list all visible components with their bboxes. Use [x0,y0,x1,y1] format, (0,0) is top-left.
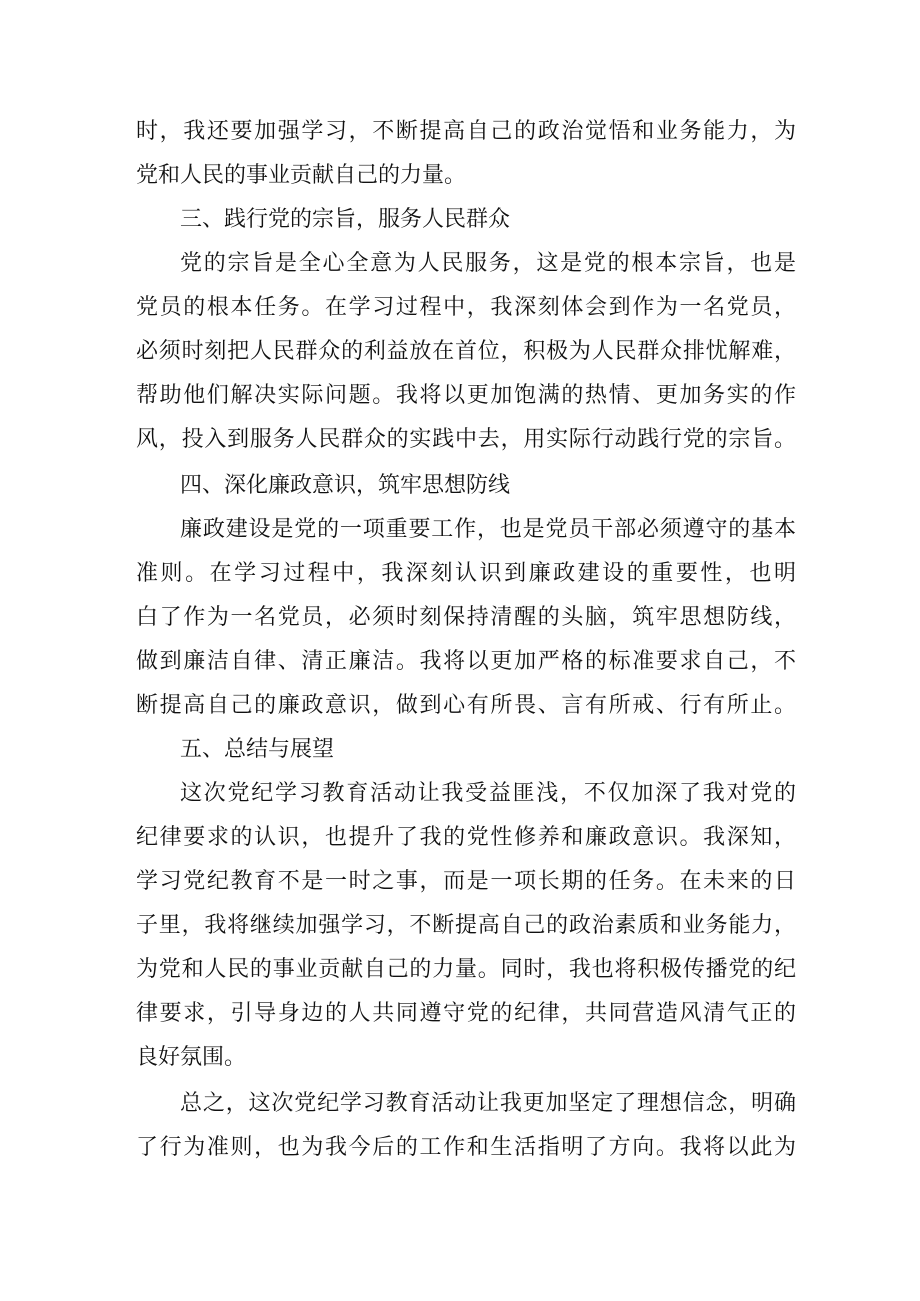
body-line: 党员的根本任务。在学习过程中，我深刻体会到作为一名党员， [136,295,796,320]
body-line: 子里，我将继续加强学习，不断提高自己的政治素质和业务能力， [136,913,796,938]
body-line: 帮助他们解决实际问题。我将以更加饱满的热情、更加务实的作 [136,383,796,408]
body-line: 廉政建设是党的一项重要工作，也是党员干部必须遵守的基本 [180,517,796,542]
section-heading-4: 四、深化廉政意识，筑牢思想防线 [180,473,511,498]
body-line: 为党和人民的事业贡献自己的力量。同时，我也将积极传播党的纪 [136,957,796,982]
body-line: 党和人民的事业贡献自己的力量。 [136,163,467,188]
body-line: 总之，这次党纪学习教育活动让我更加坚定了理想信念，明确 [180,1091,796,1116]
body-line: 了行为准则，也为我今后的工作和生活指明了方向。我将以此为 [136,1135,796,1160]
section-heading-3: 三、践行党的宗旨，服务人民群众 [180,207,511,232]
body-line: 党的宗旨是全心全意为人民服务，这是党的根本宗旨，也是 [180,251,796,276]
body-line: 准则。在学习过程中，我深刻认识到廉政建设的重要性，也明 [136,561,796,586]
body-line: 必须时刻把人民群众的利益放在首位，积极为人民群众排忧解难， [136,339,796,364]
body-line: 这次党纪学习教育活动让我受益匪浅，不仅加深了我对党的 [180,781,796,806]
body-line: 纪律要求的认识，也提升了我的党性修养和廉政意识。我深知， [136,825,796,850]
body-line: 时，我还要加强学习，不断提高自己的政治觉悟和业务能力，为 [136,119,796,144]
body-line: 风，投入到服务人民群众的实践中去，用实际行动践行党的宗旨。 [136,427,796,452]
body-line: 白了作为一名党员，必须时刻保持清醒的头脑，筑牢思想防线， [136,605,796,630]
body-line: 学习党纪教育不是一时之事，而是一项长期的任务。在未来的日 [136,869,796,894]
section-heading-5: 五、总结与展望 [180,737,335,762]
body-line: 断提高自己的廉政意识，做到心有所畏、言有所戒、行有所止。 [136,693,796,718]
body-line: 律要求，引导身边的人共同遵守党的纪律，共同营造风清气正的 [136,1001,796,1026]
body-line: 良好氛围。 [136,1045,247,1070]
body-line: 做到廉洁自律、清正廉洁。我将以更加严格的标准要求自己，不 [136,649,796,674]
